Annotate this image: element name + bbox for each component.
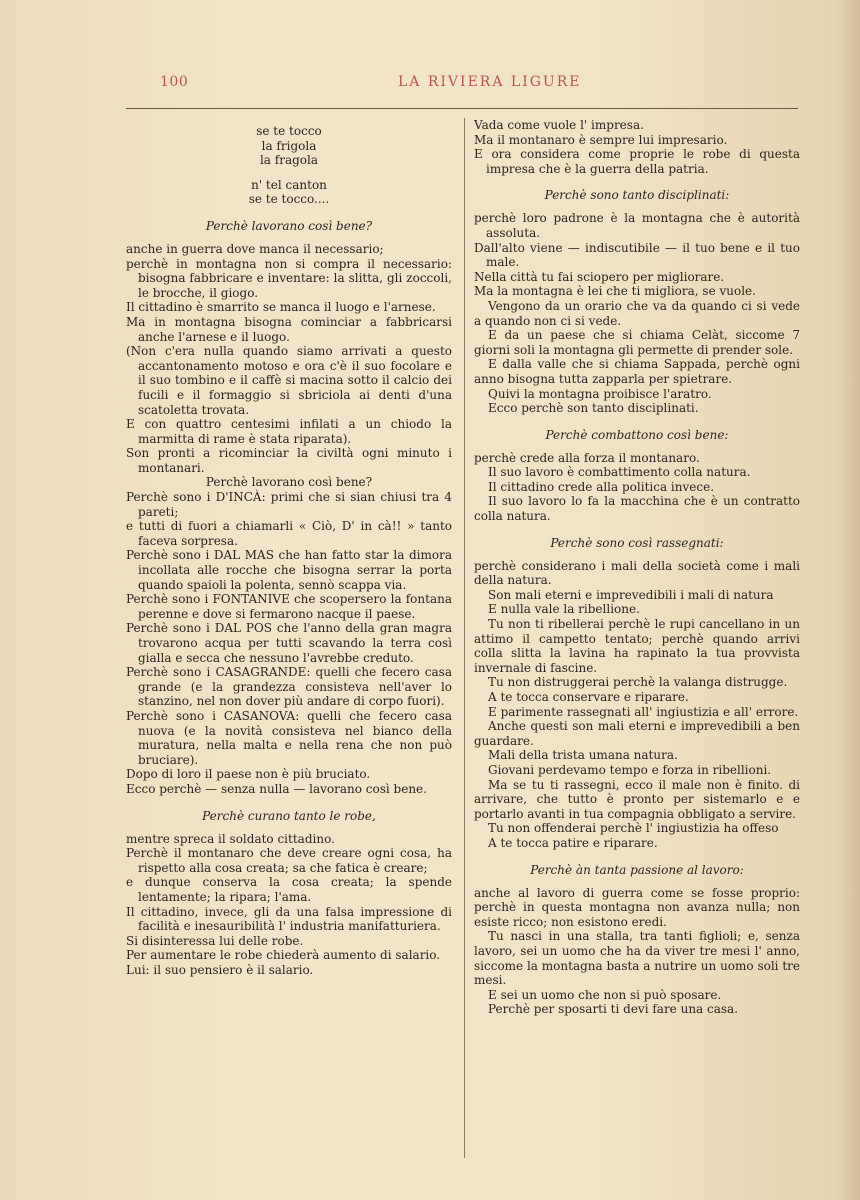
header-rule — [126, 108, 798, 109]
paragraph: perchè considerano i mali della società come i mali della natura. — [474, 558, 800, 588]
poem-line: se te tocco.... — [248, 192, 330, 207]
paragraph: Anche questi son mali eterni e imprevedibili a ben guardare. — [474, 719, 800, 748]
paragraph: E parimente rassegnati all' ingiustizia e all' errore. — [488, 704, 799, 719]
paragraph: Tu non ti ribellerai perchè le rupi cancellano in un attimo il campetto tentato; perchè quando arrivi colla slitta la lavina ha rapinato la tua provvista invernale di fascine. — [474, 617, 800, 675]
column-divider — [464, 118, 465, 1158]
paragraph: Lui: il suo pensiero è il salario. — [126, 962, 314, 977]
paragraph: Ma se tu ti rassegni, ecco il male non è finito. di arrivare, che tutto è pronto per sistemarlo e e portarlo avanti in tua compagnia obbligato a servire. — [474, 777, 800, 821]
paragraph: Il suo lavoro è combattimento colla natura. — [488, 465, 751, 480]
section-heading: Perchè sono tanto disciplinati: — [544, 188, 730, 203]
paragraph: Ecco perchè son tanto disciplinati. — [488, 401, 699, 416]
paragraph: perchè in montagna non si compra il necessario: bisogna fabbricare e inventare: la slitta, gli zoccoli, le brocche, il giogo. — [126, 256, 452, 300]
paragraph: E da un paese che si chiama Celàt, siccome 7 giorni soli la montagna gli permette di prender sole. — [474, 328, 800, 357]
paragraph: Ma la montagna è lei che ti migliora, se vuole. — [474, 284, 756, 299]
paragraph: Per aumentare le robe chiederà aumento di salario. — [126, 948, 441, 963]
left-column — [126, 118, 452, 977]
paragraph: E dalla valle che si chiama Sappada, perchè ogni anno bisogna tutta zapparla per spietrare. — [474, 357, 800, 386]
poem-line: n' tel canton — [251, 177, 327, 192]
paragraph: mentre spreca il soldato cittadino. — [126, 831, 335, 846]
paragraph: Vada come vuole l' impresa. — [474, 118, 644, 132]
paragraph: A te tocca patire e riparare. — [488, 835, 658, 850]
poem-line: la fragola — [259, 153, 319, 168]
section-heading: Perchè sono così rassegnati: — [550, 535, 724, 550]
paragraph: E nulla vale la ribellione. — [488, 602, 640, 617]
paragraph: Dall'alto viene — indiscutibile — il tuo bene e il tuo male. — [474, 240, 800, 270]
paragraph: perchè loro padrone è la montagna che è autorità assoluta. — [474, 211, 800, 240]
section-heading: Perchè àn tanta passione al lavoro: — [530, 862, 744, 877]
paragraph: Quivi la montagna proibisce l'aratro. — [488, 386, 712, 401]
paragraph: Perchè sono i DAL MAS che han fatto star la dimora incollata alle rocche che bisogna serrar la porta quando spaioli la polenta, sennò scappa via. — [126, 548, 452, 592]
paragraph: E ora considera come proprie le robe di questa impresa che è la guerra della patria. — [474, 147, 800, 176]
poem-line: se te tocco — [256, 124, 322, 138]
paragraph: Il cittadino è smarrito se manca il luogo e l'arnese. — [126, 300, 436, 315]
paragraph: A te tocca conservare e riparare. — [488, 690, 689, 704]
paragraph: Perchè sono i CASAGRANDE: quelli che fecero casa grande (e la grandezza consisteva nell'aver lo stanzino, nel non dover più andare di corpo fuori). — [126, 665, 452, 709]
paragraph: Ecco perchè — senza nulla — lavorano così bene. — [126, 781, 427, 796]
paragraph: Il suo lavoro lo fa la macchina che è un contratto colla natura. — [474, 494, 800, 524]
right-column — [474, 118, 800, 1017]
paragraph: Si disinteressa lui delle robe. — [126, 933, 304, 948]
paragraph: Perchè sono i FONTANIVE che scopersero la fontana perenne e dove si fermarono nacque il paese. — [126, 592, 452, 621]
paragraph: Perchè il montanaro che deve creare ogni cosa, ha rispetto alla cosa creata; sa che fatica è creare; — [126, 846, 452, 875]
paragraph: Ma il montanaro è sempre lui impresario. — [474, 132, 728, 147]
paragraph: Perchè sono i CASANOVA: quelli che fecero casa nuova (e la novità consisteva nel bianco della muratura, nella malta e nella rena che non può bruciare). — [126, 708, 452, 767]
paragraph: Perchè lavorano così bene? — [205, 475, 373, 490]
paragraph: perchè crede alla forza il montanaro. — [474, 450, 700, 465]
paragraph: (Non c'era nulla quando siamo arrivati a questo accantonamento motoso e ora c'è il suo focolare e il suo tombino e il caffè si macina sotto il calcio dei fucili e il formaggio si sbriciola ai denti d'una scatoletta trovata. — [126, 344, 452, 417]
page-header — [0, 74, 860, 94]
paragraph: Vengono da un orario che va da quando ci si vede a quando non ci si vede. — [474, 298, 800, 328]
paragraph: anche in guerra dove manca il necessario; — [126, 241, 384, 256]
paragraph: Dopo di loro il paese non è più bruciato. — [126, 767, 371, 782]
paragraph: E con quattro centesimi infilati a un chiodo la marmitta di rame è stata riparata). — [126, 417, 452, 446]
paragraph: e dunque conserva la cosa creata; la spende lentamente; la ripara; l'ama. — [126, 875, 452, 904]
paragraph: Il cittadino crede alla politica invece. — [488, 479, 715, 494]
paragraph: Son mali eterni e imprevedibili i mali di natura — [488, 587, 774, 602]
paragraph: Tu nasci in una stalla, tra tanti figlioli; e, senza lavoro, sei un uomo che ha da viver tre mesi l' anno, siccome la montagna basta a nutrire un uomo soli tre mesi. — [474, 929, 800, 988]
paragraph: E sei un uomo che non si può sposare. — [488, 987, 722, 1002]
paragraph: Il cittadino, invece, gli da una falsa impressione di facilità e inesauribilità l' industria manifatturiera. — [126, 904, 452, 934]
paragraph: Perchè per sposarti ti devi fare una casa. — [488, 1002, 739, 1017]
paragraph: e tutti di fuori a chiamarli « Ciò, D' in cà!! » tanto faceva sorpresa. — [126, 519, 452, 548]
page-number: 100 — [160, 74, 189, 90]
paragraph: Tu non offenderai perchè l' ingiustizia ha offeso — [488, 821, 779, 836]
section-heading: Perchè lavorano così bene? — [205, 218, 373, 233]
paragraph: Giovani perdevamo tempo e forza in ribellioni. — [488, 762, 772, 777]
paragraph: Son pronti a ricominciar la civiltà ogni minuto i montanari. — [126, 446, 452, 475]
paragraph: Nella città tu fai sciopero per migliorare. — [474, 269, 725, 284]
poem-line: la frigola — [261, 138, 317, 153]
paragraph: Tu non distruggerai perchè la valanga distrugge. — [488, 675, 788, 690]
section-heading: Perchè curano tanto le robe, — [202, 808, 376, 823]
paragraph: anche al lavoro di guerra come se fosse proprio: perchè in questa montagna non avanza nulla; non esiste ricco; non esistono eredi. — [474, 885, 800, 929]
poem-verse — [126, 124, 452, 207]
running-title: LA RIVIERA LIGURE — [398, 74, 582, 90]
paragraph: Perchè sono i D'INCÀ: primi che si sian chiusi tra 4 pareti; — [126, 490, 452, 519]
paragraph: Mali della trista umana natura. — [488, 748, 678, 763]
page-edge-shadow — [838, 0, 860, 1200]
paragraph: Perchè sono i DAL POS che l'anno della gran magra trovarono acqua per tutti scavando la terra così gialla e secca che nessuno l'avrebbe creduto. — [126, 621, 452, 665]
paragraph: Ma in montagna bisogna cominciar a fabbricarsi anche l'arnese e il luogo. — [126, 314, 452, 344]
section-heading: Perchè combattono così bene: — [545, 427, 729, 442]
